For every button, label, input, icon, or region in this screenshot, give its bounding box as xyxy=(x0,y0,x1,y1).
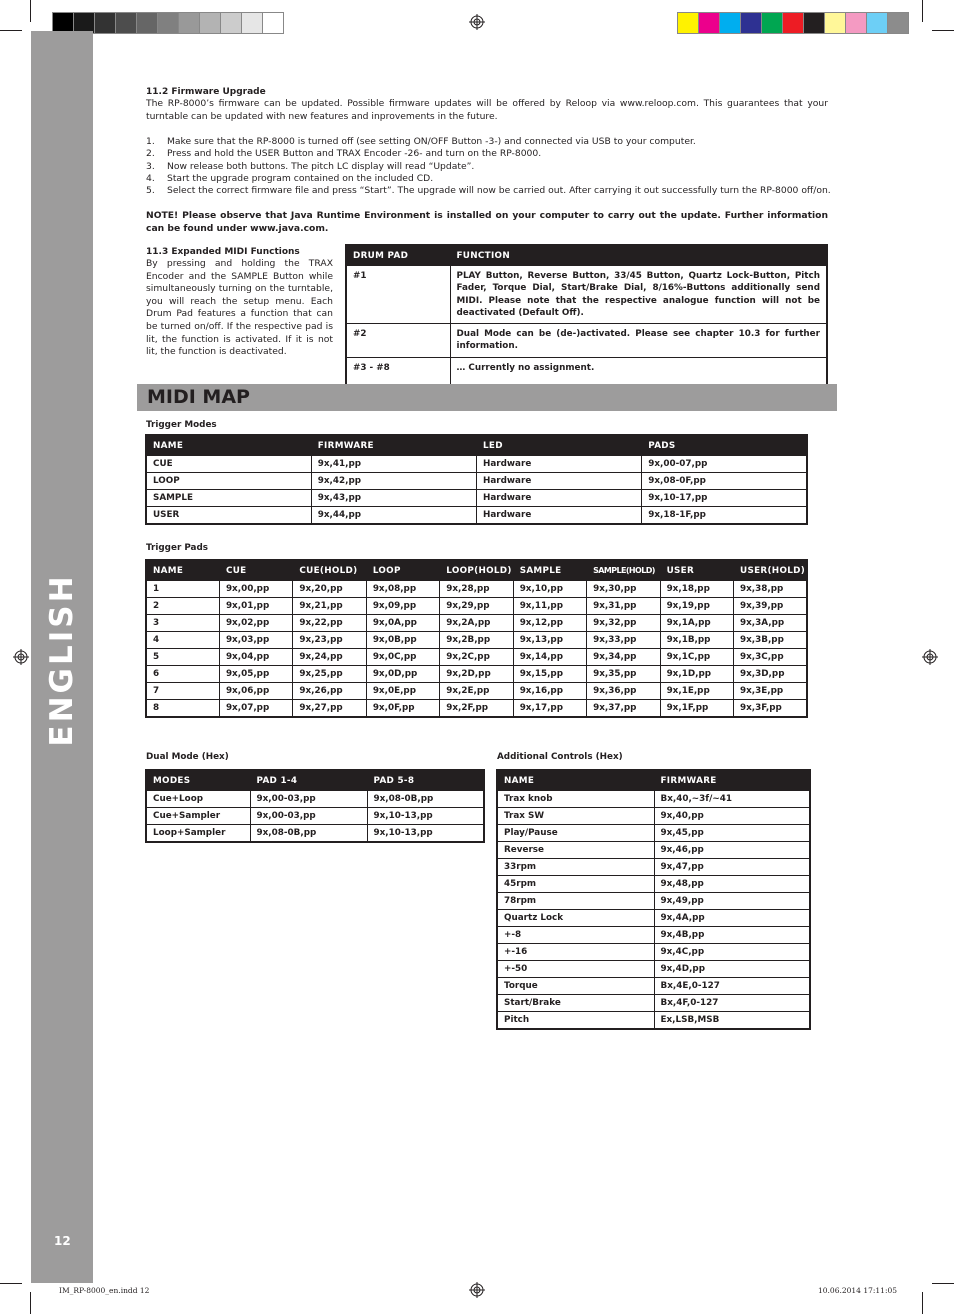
table-row xyxy=(146,649,807,666)
step-number: 1. xyxy=(146,136,155,147)
table-cell: CUE xyxy=(146,456,311,473)
step-number: 2. xyxy=(146,148,155,160)
table-cell: 9x,10,pp xyxy=(513,581,586,598)
column-header: FUNCTION xyxy=(450,245,827,266)
table-cell: 9x,0A,pp xyxy=(366,615,439,632)
table-cell: 9x,36,pp xyxy=(587,683,660,700)
registration-mark-icon xyxy=(922,649,938,665)
table-row xyxy=(497,808,810,825)
table-cell: 9x,02,pp xyxy=(219,615,292,632)
trigger-pads-table xyxy=(145,559,808,718)
table-row xyxy=(497,995,810,1012)
table-row xyxy=(497,927,810,944)
table-cell: 9x,09,pp xyxy=(366,598,439,615)
table-cell: 9x,3C,pp xyxy=(734,649,808,666)
dual-mode-caption: Dual Mode (Hex) xyxy=(146,752,229,762)
table-cell: 9x,1A,pp xyxy=(660,615,733,632)
process-color-bar xyxy=(677,12,908,34)
table-cell: 9x,0E,pp xyxy=(366,683,439,700)
table-header-row xyxy=(497,770,810,791)
table-cell: 9x,1D,pp xyxy=(660,666,733,683)
table-cell: Play/Pause xyxy=(497,825,654,842)
column-header: NAME xyxy=(146,435,311,456)
crop-mark xyxy=(0,1283,22,1284)
table-cell: 9x,03,pp xyxy=(219,632,292,649)
table-cell: 9x,38,pp xyxy=(734,581,808,598)
firmware-steps-list xyxy=(146,136,836,197)
table-cell: 9x,12,pp xyxy=(513,615,586,632)
table-cell: Hardware xyxy=(477,456,642,473)
language-tab xyxy=(31,573,93,747)
color-swatch xyxy=(761,12,783,34)
table-cell: 9x,00-07,pp xyxy=(642,456,807,473)
color-swatch xyxy=(178,12,200,34)
color-swatch xyxy=(866,12,888,34)
table-cell: 9x,4A,pp xyxy=(654,910,810,927)
table-cell: 9x,45,pp xyxy=(654,825,810,842)
table-cell: 9x,42,pp xyxy=(311,473,476,490)
table-cell: 9x,3B,pp xyxy=(734,632,808,649)
table-cell: 9x,43,pp xyxy=(311,490,476,507)
table-row xyxy=(146,507,807,525)
table-cell: 9x,0B,pp xyxy=(366,632,439,649)
table-cell: 33rpm xyxy=(497,859,654,876)
table-cell: 8 xyxy=(146,700,219,718)
table-cell: 9x,2D,pp xyxy=(440,666,513,683)
column-header: NAME xyxy=(497,770,654,791)
table-cell: 9x,28,pp xyxy=(440,581,513,598)
table-cell: Ex,LSB,MSB xyxy=(654,1012,810,1030)
table-cell: 9x,08-0F,pp xyxy=(642,473,807,490)
table-cell: Bx,4F,0-127 xyxy=(654,995,810,1012)
table-cell: 9x,4C,pp xyxy=(654,944,810,961)
table-cell: 4 xyxy=(146,632,219,649)
table-cell: Bx,40,~3f/~41 xyxy=(654,791,810,808)
table-cell: #2 xyxy=(346,324,450,358)
table-cell: 9x,1B,pp xyxy=(660,632,733,649)
column-header: LOOP xyxy=(366,560,439,581)
table-row xyxy=(146,666,807,683)
table-cell: Pitch xyxy=(497,1012,654,1030)
language-label: ENGLISH xyxy=(44,573,80,747)
column-header: USER(HOLD) xyxy=(734,560,808,581)
table-cell: Torque xyxy=(497,978,654,995)
table-cell: Dual Mode can be (de-)activated. Please see chapter 10.3 for further information. xyxy=(450,324,827,358)
crop-mark xyxy=(922,0,923,22)
crop-mark xyxy=(922,1292,923,1314)
list-item xyxy=(146,161,836,173)
color-swatch xyxy=(698,12,720,34)
table-cell: 9x,00-03,pp xyxy=(250,791,367,808)
table-row xyxy=(146,632,807,649)
table-cell: 9x,1E,pp xyxy=(660,683,733,700)
color-swatch xyxy=(115,12,137,34)
additional-controls-table xyxy=(496,769,811,1030)
table-cell: LOOP xyxy=(146,473,311,490)
color-swatch xyxy=(719,12,741,34)
table-cell: Cue+Loop xyxy=(146,791,250,808)
table-cell: 6 xyxy=(146,666,219,683)
step-text: Start the upgrade program contained on the included CD. xyxy=(167,172,434,184)
table-cell: 9x,34,pp xyxy=(587,649,660,666)
table-row xyxy=(146,490,807,507)
column-header: NAME xyxy=(146,560,219,581)
trigger-pads-caption: Trigger Pads xyxy=(146,543,209,553)
midi-map-title: MIDI MAP xyxy=(147,386,250,408)
column-header: USER xyxy=(660,560,733,581)
table-cell: 9x,15,pp xyxy=(513,666,586,683)
table-cell: 9x,39,pp xyxy=(734,598,808,615)
table-cell: 9x,2C,pp xyxy=(440,649,513,666)
column-header: CUE(HOLD) xyxy=(293,560,366,581)
slug-date: 10.06.2014 17:11:05 xyxy=(818,1286,898,1295)
table-cell: 9x,08-0B,pp xyxy=(250,825,367,843)
table-cell: 9x,29,pp xyxy=(440,598,513,615)
table-row xyxy=(146,700,807,718)
table-cell: 9x,00,pp xyxy=(219,581,292,598)
table-cell: 9x,13,pp xyxy=(513,632,586,649)
table-cell: 9x,18-1F,pp xyxy=(642,507,807,525)
table-row xyxy=(497,1012,810,1030)
table-cell: 9x,11,pp xyxy=(513,598,586,615)
firmware-heading: 11.2 Firmware Upgrade xyxy=(146,87,266,97)
table-cell: 9x,17,pp xyxy=(513,700,586,718)
table-row xyxy=(346,324,827,358)
table-cell: 9x,2A,pp xyxy=(440,615,513,632)
table-cell: 9x,0F,pp xyxy=(366,700,439,718)
color-swatch xyxy=(677,12,699,34)
table-cell: 9x,40,pp xyxy=(654,808,810,825)
table-cell: 9x,1F,pp xyxy=(660,700,733,718)
list-item xyxy=(146,185,836,197)
drum-pad-table xyxy=(345,244,828,386)
table-cell: Hardware xyxy=(477,507,642,525)
firmware-intro: The RP-8000’s firmware can be updated. Possible firmware updates will be offered by Reloop via www.reloop.com. This guarantees that your turntable can be updated with new features and inprovements in the future. xyxy=(146,98,828,122)
table-cell: 9x,24,pp xyxy=(293,649,366,666)
table-row xyxy=(146,581,807,598)
table-row xyxy=(146,808,484,825)
step-text: Now release both buttons. The pitch LC display will read “Update”. xyxy=(167,160,475,172)
table-cell: 9x,3A,pp xyxy=(734,615,808,632)
table-row xyxy=(146,615,807,632)
table-header-row xyxy=(146,560,807,581)
expanded-midi-text: By pressing and holding the TRAX Encoder and the SAMPLE Button while simultaneously turning on the turntable, you will reach the setup menu. Each Drum Pad features a function that can be turned on/off. If the respective pad is lit, the function is activated. If it is not lit, the function is deactivated. xyxy=(146,258,333,358)
step-text: Make sure that the RP-8000 is turned off (see setting ON/OFF Button -3-) and connected via USB to your computer. xyxy=(167,136,696,147)
table-row xyxy=(346,266,827,324)
column-header: MODES xyxy=(146,770,250,791)
table-cell: 9x,46,pp xyxy=(654,842,810,859)
column-header: DRUM PAD xyxy=(346,245,450,266)
column-header: CUE xyxy=(219,560,292,581)
trigger-modes-caption: Trigger Modes xyxy=(146,420,217,430)
column-header: LED xyxy=(477,435,642,456)
table-cell: 9x,27,pp xyxy=(293,700,366,718)
table-cell: 9x,18,pp xyxy=(660,581,733,598)
step-number: 4. xyxy=(146,172,155,184)
table-cell: 9x,25,pp xyxy=(293,666,366,683)
column-header: LOOP(HOLD) xyxy=(440,560,513,581)
table-row xyxy=(146,825,484,843)
step-number: 5. xyxy=(146,185,155,197)
table-row xyxy=(497,944,810,961)
color-swatch xyxy=(782,12,804,34)
table-header-row xyxy=(346,245,827,266)
color-swatch xyxy=(803,12,825,34)
table-cell: 9x,32,pp xyxy=(587,615,660,632)
table-cell: Hardware xyxy=(477,490,642,507)
table-cell: Trax SW xyxy=(497,808,654,825)
column-header: PAD 1-4 xyxy=(250,770,367,791)
table-cell: 9x,3E,pp xyxy=(734,683,808,700)
table-cell: 9x,2B,pp xyxy=(440,632,513,649)
table-cell: 9x,41,pp xyxy=(311,456,476,473)
color-swatch xyxy=(157,12,179,34)
column-header: SAMPLE(HOLD) xyxy=(587,560,660,581)
color-swatch xyxy=(241,12,263,34)
table-cell: Bx,4E,0-127 xyxy=(654,978,810,995)
table-cell: 3 xyxy=(146,615,219,632)
table-cell: 9x,26,pp xyxy=(293,683,366,700)
table-cell: +-8 xyxy=(497,927,654,944)
color-swatch xyxy=(824,12,846,34)
expanded-midi-heading: 11.3 Expanded MIDI Functions xyxy=(146,247,300,257)
table-row xyxy=(146,683,807,700)
column-header: PAD 5-8 xyxy=(367,770,484,791)
table-row xyxy=(146,791,484,808)
table-cell: #1 xyxy=(346,266,450,324)
table-row xyxy=(146,473,807,490)
list-item xyxy=(146,173,836,185)
table-cell: Hardware xyxy=(477,473,642,490)
table-cell: 9x,10-13,pp xyxy=(367,825,484,843)
color-swatch xyxy=(262,12,284,34)
midi-map-header xyxy=(137,384,837,411)
registration-mark-icon xyxy=(469,1282,485,1298)
slug-file: IM_RP-8000_en.indd 12 xyxy=(59,1286,150,1295)
table-cell: Trax knob xyxy=(497,791,654,808)
table-header-row xyxy=(146,435,807,456)
list-item xyxy=(146,148,836,160)
column-header: PADS xyxy=(642,435,807,456)
table-cell: Quartz Lock xyxy=(497,910,654,927)
table-cell: 2 xyxy=(146,598,219,615)
table-cell: 9x,4B,pp xyxy=(654,927,810,944)
color-swatch xyxy=(887,12,909,34)
table-cell: 9x,44,pp xyxy=(311,507,476,525)
color-swatch xyxy=(740,12,762,34)
column-header: FIRMWARE xyxy=(311,435,476,456)
table-row xyxy=(497,791,810,808)
table-cell: 9x,08,pp xyxy=(366,581,439,598)
crop-mark xyxy=(932,1283,954,1284)
table-cell: USER xyxy=(146,507,311,525)
table-cell: Start/Brake xyxy=(497,995,654,1012)
table-cell: 9x,16,pp xyxy=(513,683,586,700)
table-cell: 9x,23,pp xyxy=(293,632,366,649)
table-row xyxy=(497,961,810,978)
table-cell: 9x,4D,pp xyxy=(654,961,810,978)
table-cell: 9x,05,pp xyxy=(219,666,292,683)
crop-mark xyxy=(30,1292,31,1314)
table-cell: 9x,30,pp xyxy=(587,581,660,598)
table-cell: 1 xyxy=(146,581,219,598)
column-header: SAMPLE xyxy=(513,560,586,581)
table-cell: 45rpm xyxy=(497,876,654,893)
trigger-modes-table xyxy=(145,434,808,525)
table-cell: 5 xyxy=(146,649,219,666)
table-cell: Reverse xyxy=(497,842,654,859)
table-cell: 9x,00-03,pp xyxy=(250,808,367,825)
table-cell: 9x,14,pp xyxy=(513,649,586,666)
crop-mark xyxy=(30,0,31,22)
table-cell: +-50 xyxy=(497,961,654,978)
table-cell: 9x,10-13,pp xyxy=(367,808,484,825)
table-cell: 78rpm xyxy=(497,893,654,910)
step-text: Press and hold the USER Button and TRAX Encoder -26- and turn on the RP-8000. xyxy=(167,148,542,160)
table-cell: 9x,48,pp xyxy=(654,876,810,893)
table-cell: PLAY Button, Reverse Button, 33/45 Button, Quartz Lock-Button, Pitch Fader, Torque Dial, Start/Brake Dial, 8/16%-Buttons additionally send MIDI. Please note that the respective analogue function will not be deactivated (Default Off). xyxy=(450,266,827,324)
page-number: 12 xyxy=(54,1234,71,1248)
table-cell: 9x,21,pp xyxy=(293,598,366,615)
table-cell: 9x,08-0B,pp xyxy=(367,791,484,808)
color-swatch xyxy=(845,12,867,34)
table-cell: 9x,3D,pp xyxy=(734,666,808,683)
table-cell: 9x,31,pp xyxy=(587,598,660,615)
table-cell: 9x,22,pp xyxy=(293,615,366,632)
table-cell: … Currently no assignment. xyxy=(450,357,827,385)
table-cell: 9x,33,pp xyxy=(587,632,660,649)
table-cell: 9x,2E,pp xyxy=(440,683,513,700)
table-cell: 9x,01,pp xyxy=(219,598,292,615)
table-cell: #3 - #8 xyxy=(346,357,450,385)
table-cell: 9x,19,pp xyxy=(660,598,733,615)
table-header-row xyxy=(146,770,484,791)
table-row xyxy=(146,598,807,615)
table-cell: Cue+Sampler xyxy=(146,808,250,825)
table-cell: +-16 xyxy=(497,944,654,961)
step-number: 3. xyxy=(146,160,155,172)
table-cell: 9x,07,pp xyxy=(219,700,292,718)
table-cell: 9x,3F,pp xyxy=(734,700,808,718)
table-cell: 9x,49,pp xyxy=(654,893,810,910)
table-cell: 9x,20,pp xyxy=(293,581,366,598)
table-cell: 9x,0C,pp xyxy=(366,649,439,666)
color-swatch xyxy=(94,12,116,34)
firmware-note: NOTE! Please observe that Java Runtime Environment is installed on your computer to carry out the update. Further information can be found under www.java.com. xyxy=(146,210,828,234)
table-cell: 9x,35,pp xyxy=(587,666,660,683)
color-swatch xyxy=(199,12,221,34)
table-cell: 9x,10-17,pp xyxy=(642,490,807,507)
table-row xyxy=(146,456,807,473)
table-row xyxy=(497,859,810,876)
color-swatch xyxy=(136,12,158,34)
table-row xyxy=(497,876,810,893)
table-cell: SAMPLE xyxy=(146,490,311,507)
table-row xyxy=(497,825,810,842)
table-row xyxy=(497,910,810,927)
table-row xyxy=(497,978,810,995)
table-cell: 9x,04,pp xyxy=(219,649,292,666)
column-header: FIRMWARE xyxy=(654,770,810,791)
table-row xyxy=(497,893,810,910)
table-cell: 9x,47,pp xyxy=(654,859,810,876)
table-cell: 9x,1C,pp xyxy=(660,649,733,666)
registration-mark-icon xyxy=(469,14,485,30)
list-item xyxy=(146,136,836,148)
color-swatch xyxy=(220,12,242,34)
table-cell: 7 xyxy=(146,683,219,700)
additional-controls-caption: Additional Controls (Hex) xyxy=(497,752,623,762)
table-cell: 9x,37,pp xyxy=(587,700,660,718)
table-cell: Loop+Sampler xyxy=(146,825,250,843)
crop-mark xyxy=(0,30,22,31)
table-cell: 9x,2F,pp xyxy=(440,700,513,718)
table-row xyxy=(497,842,810,859)
step-text: Select the correct firmware file and press “Start”. The upgrade will now be carried out. After carrying it out successfully turn the RP-8000 off/on. xyxy=(167,185,831,197)
table-cell: 9x,0D,pp xyxy=(366,666,439,683)
crop-mark xyxy=(932,30,954,31)
dual-mode-table xyxy=(145,769,485,843)
table-cell: 9x,06,pp xyxy=(219,683,292,700)
table-row xyxy=(346,357,827,385)
registration-mark-icon xyxy=(13,649,29,665)
